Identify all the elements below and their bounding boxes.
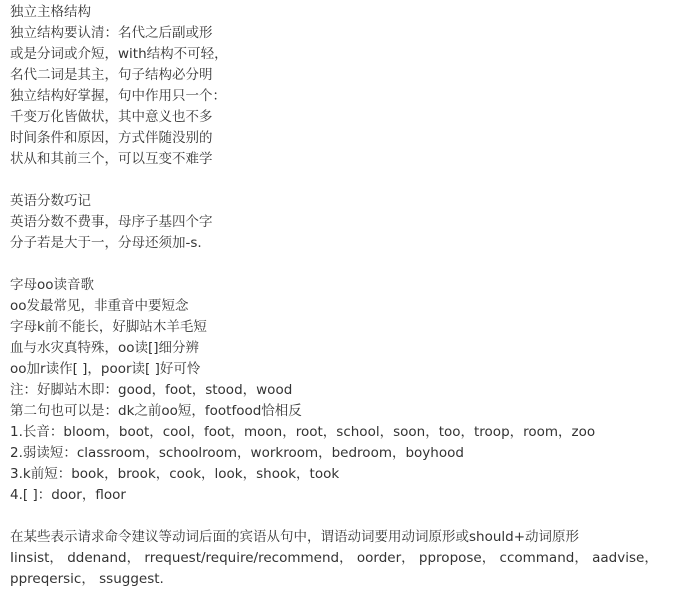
text-line: oo加r读作[ ]，poor读[ ]好可怜	[10, 361, 201, 377]
section-subjunctive-verbs	[10, 527, 694, 590]
text-line: 或是分词或介短，with结构不可轻，	[10, 46, 228, 62]
section-fractions	[10, 191, 694, 254]
section-absolute-construction	[10, 2, 694, 170]
section-title: 独立主格结构	[10, 4, 91, 20]
document-body	[10, 2, 694, 590]
text-line: 第二句也可以是：dk之前oo短，footfood恰相反	[10, 403, 302, 419]
section-title: 英语分数巧记	[10, 193, 91, 209]
text-line: oo发最常见，非重音中要短念	[10, 298, 189, 314]
text-line: 时间条件和原因，方式伴随没别的	[10, 130, 213, 146]
text-line: 分子若是大于一，分母还须加-s.	[10, 235, 202, 251]
text-line: 3.k前短：book，brook，cook，look，shook，took	[10, 466, 340, 482]
section-title: 在某些表示请求命令建议等动词后面的宾语从句中，谓语动词要用动词原形或should+动词原形	[10, 529, 580, 545]
text-line: 状从和其前三个，可以互变不难学	[10, 151, 213, 167]
text-line: 英语分数不费事，母序子基四个字	[10, 214, 213, 230]
text-line: 血与水灾真特殊，oo读[]细分辨	[10, 340, 200, 356]
text-line: 4.[ ]：door，floor	[10, 487, 126, 503]
text-line: 独立结构要认清：名代之后副或形	[10, 25, 213, 41]
text-line: Iinsist， ddenand， rrequest/require/recommend， oorder， ppropose， ccommand， aadvise， ppreqersic， ssuggest.	[10, 550, 658, 587]
text-line: 注：好脚站木即：good，foot，stood，wood	[10, 382, 293, 398]
text-line: 名代二词是其主，句子结构必分明	[10, 67, 213, 83]
section-oo-pronunciation	[10, 275, 694, 506]
paragraph-gap	[10, 506, 694, 527]
text-line: 千变万化皆做状，其中意义也不多	[10, 109, 213, 125]
section-title: 字母oo读音歌	[10, 277, 95, 293]
paragraph-gap	[10, 254, 694, 275]
paragraph-gap	[10, 170, 694, 191]
text-line: 独立结构好掌握，句中作用只一个：	[10, 88, 226, 104]
text-line: 字母k前不能长，好脚站木羊毛短	[10, 319, 207, 335]
text-line: 1.长音：bloom，boot，cool，foot，moon，root，school，soon，too，troop，room，zoo	[10, 424, 596, 440]
text-line: 2.弱读短：classroom，schoolroom，workroom，bedroom，boyhood	[10, 445, 464, 461]
